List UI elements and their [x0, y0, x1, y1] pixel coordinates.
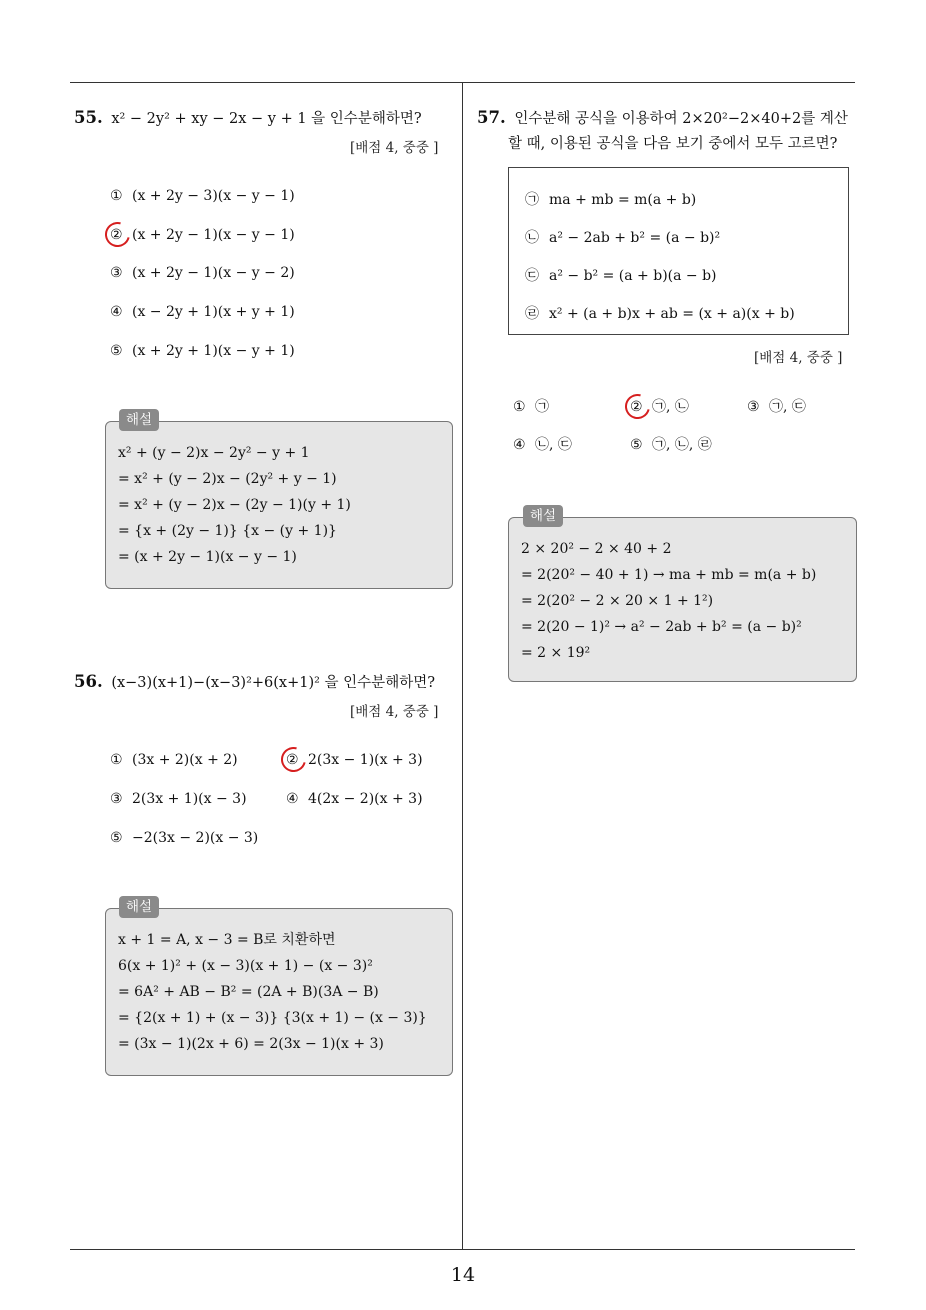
q56-solution-line: x + 1 = A, x − 3 = B로 치환하면	[118, 932, 336, 948]
selected-answer-mark: ②	[286, 752, 299, 768]
q55-solution-tag: 해설	[119, 409, 159, 431]
q55-option-4[interactable]: ④ (x − 2y + 1)(x + y + 1)	[110, 304, 295, 320]
bogi-item-1: ㉠ ma + mb = m(a + b)	[525, 192, 697, 208]
q57-bogi-box	[508, 167, 849, 335]
q55-option-5[interactable]: ⑤ (x + 2y + 1)(x − y + 1)	[110, 343, 295, 359]
q57-option-3[interactable]: ③ ㉠, ㉢	[747, 399, 806, 415]
q55-title	[74, 108, 422, 129]
page-number: 14	[450, 1264, 476, 1286]
q57-option-5[interactable]: ⑤ ㉠, ㉡, ㉣	[630, 437, 712, 453]
q57-solution-line: = 2(20² − 40 + 1) → ma + mb = m(a + b)	[521, 567, 817, 583]
q57-option-4[interactable]: ④ ㉡, ㉢	[513, 437, 572, 453]
q56-option-3[interactable]: ③ 2(3x + 1)(x − 3)	[110, 791, 247, 807]
q57-option-1[interactable]: ① ㉠	[513, 399, 549, 415]
q56-text: (x−3)(x+1)−(x−3)²+6(x+1)² 을 인수분해하면?	[111, 675, 435, 691]
q57-title	[477, 108, 848, 129]
q56-option-1[interactable]: ① (3x + 2)(x + 2)	[110, 752, 238, 768]
q55-meta: [배점 4, 중중 ]	[350, 140, 439, 156]
q56-option-5[interactable]: ⑤ −2(3x − 2)(x − 3)	[110, 830, 259, 846]
bogi-item-4: ㉣ x² + (a + b)x + ab = (x + a)(x + b)	[525, 306, 795, 322]
q56-option-4[interactable]: ④ 4(2x − 2)(x + 3)	[286, 791, 423, 807]
q55-text: x² − 2y² + xy − 2x − y + 1 을 인수분해하면?	[111, 111, 422, 127]
q56-solution-line: = {2(x + 1) + (x − 3)} {3(x + 1) − (x − 3)}	[118, 1010, 427, 1026]
q55-solution-line: = x² + (y − 2)x − (2y − 1)(y + 1)	[118, 497, 351, 513]
q57-text-line2: 할 때, 이용된 공식을 다음 보기 중에서 모두 고르면?	[508, 136, 838, 152]
footer-rule	[70, 1249, 855, 1250]
q55-solution-line: = {x + (2y − 1)} {x − (y + 1)}	[118, 523, 337, 539]
q56-title	[74, 672, 435, 693]
bogi-item-3: ㉢ a² − b² = (a + b)(a − b)	[525, 268, 717, 284]
q56-meta: [배점 4, 중중 ]	[350, 704, 439, 720]
q57-solution-line: = 2(20 − 1)² → a² − 2ab + b² = (a − b)²	[521, 619, 802, 635]
q57-meta: [배점 4, 중중 ]	[754, 350, 843, 366]
q57-solution-tag: 해설	[523, 505, 563, 527]
q55-option-1[interactable]: ① (x + 2y − 3)(x − y − 1)	[110, 188, 295, 204]
q56-solution-tag: 해설	[119, 896, 159, 918]
q56-option-2[interactable]: ② 2(3x − 1)(x + 3)	[286, 752, 423, 768]
q57-number: 57.	[477, 108, 506, 127]
q55-option-2[interactable]: ② (x + 2y − 1)(x − y − 1)	[110, 227, 295, 243]
q56-solution-line: = 6A² + AB − B² = (2A + B)(3A − B)	[118, 984, 379, 1000]
q57-solution-box	[508, 517, 857, 682]
bogi-item-2: ㉡ a² − 2ab + b² = (a − b)²	[525, 230, 721, 246]
q55-solution-box	[105, 421, 453, 589]
selected-answer-mark: ②	[630, 399, 643, 415]
q57-solution-line: = 2 × 19²	[521, 645, 591, 661]
q56-solution-box	[105, 908, 453, 1076]
selected-answer-mark: ②	[110, 227, 123, 243]
q57-solution-line: = 2(20² − 2 × 20 × 1 + 1²)	[521, 593, 714, 609]
q57-text-line1: 인수분해 공식을 이용하여 2×20²−2×40+2를 계산	[514, 111, 848, 127]
q55-solution-line: = x² + (y − 2)x − (2y² + y − 1)	[118, 471, 337, 487]
column-divider	[462, 83, 463, 1249]
q56-solution-line: = (3x − 1)(2x + 6) = 2(3x − 1)(x + 3)	[118, 1036, 384, 1052]
q55-solution-line: = (x + 2y − 1)(x − y − 1)	[118, 549, 297, 565]
q56-number: 56.	[74, 672, 103, 691]
q55-option-3[interactable]: ③ (x + 2y − 1)(x − y − 2)	[110, 265, 295, 281]
q57-option-2[interactable]: ② ㉠, ㉡	[630, 399, 689, 415]
q57-solution-line: 2 × 20² − 2 × 40 + 2	[521, 541, 672, 557]
q56-solution-line: 6(x + 1)² + (x − 3)(x + 1) − (x − 3)²	[118, 958, 373, 974]
q55-number: 55.	[74, 108, 103, 127]
q55-solution-line: x² + (y − 2)x − 2y² − y + 1	[118, 445, 310, 461]
